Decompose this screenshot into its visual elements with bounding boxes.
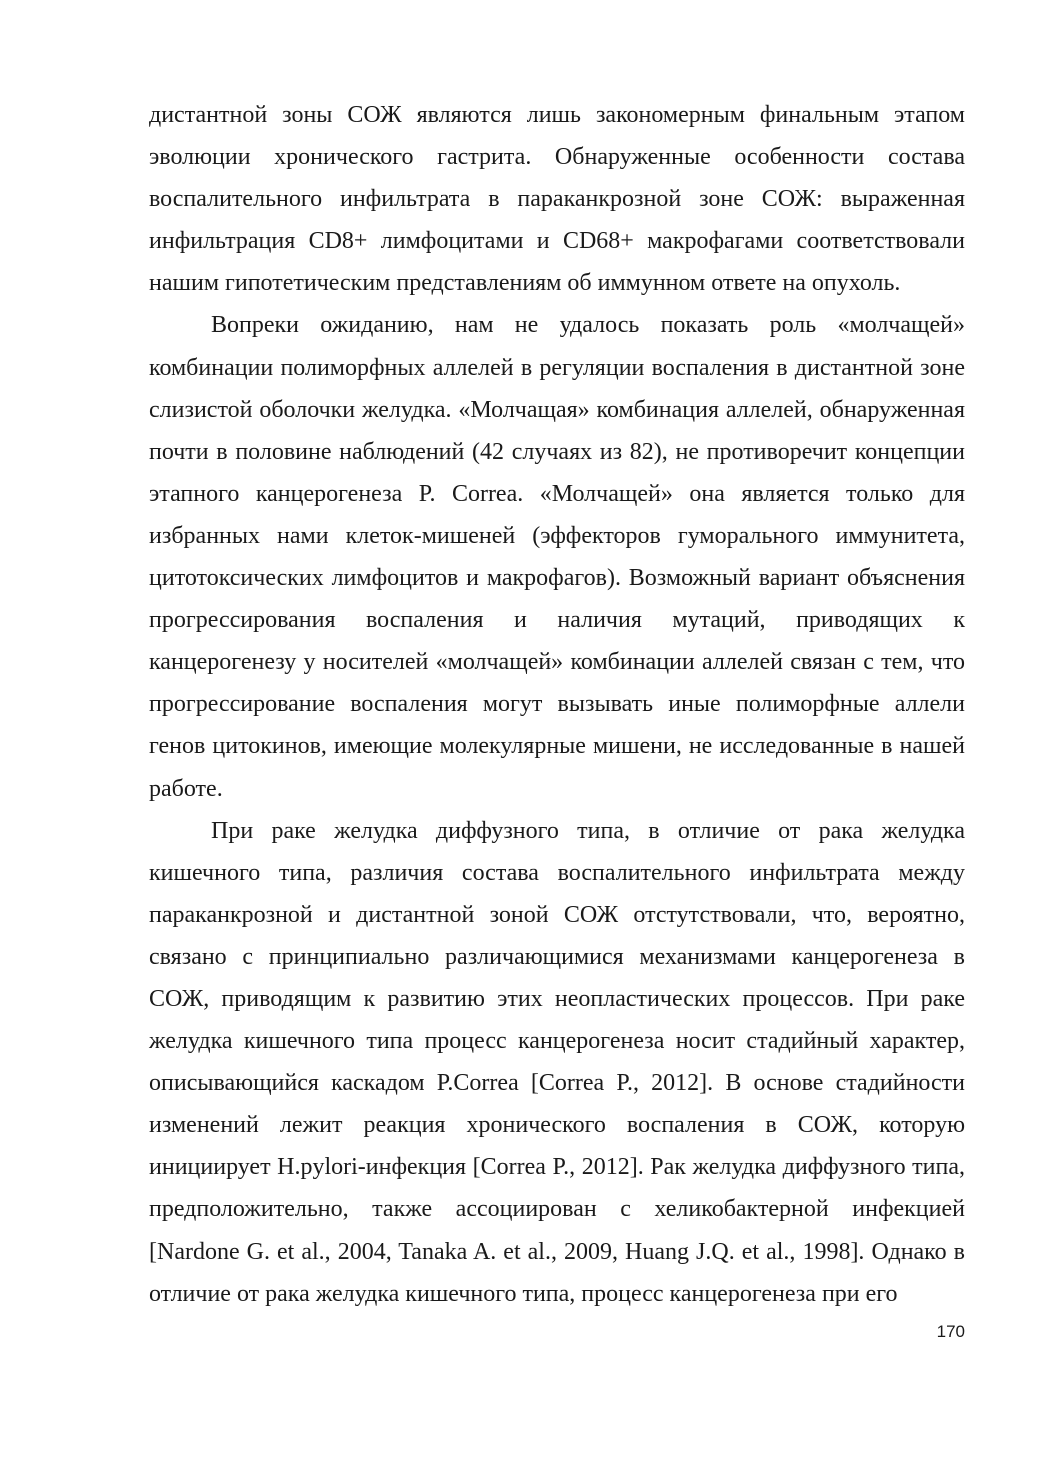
paragraph-continuation: дистантной зоны СОЖ являются лишь закономерным финальным этапом эволюции хронического гастрита. Обнаруженные особенности состава воспалительного инфильтрата в параканкрозной зоне СОЖ: выраженная инфильтрация CD8+ лимфоцитами и CD68+ макрофагами соответствовали нашим гипотетическим представлениям об иммунном ответе на опухоль. <box>149 102 965 297</box>
body-text <box>149 94 965 1315</box>
page-number: 170 <box>936 1322 965 1341</box>
paragraph-diffuse-cancer: При раке желудка диффузного типа, в отличие от рака желудка кишечного типа, различия состава воспалительного инфильтрата между параканкрозной и дистантной зоной СОЖ отстутствовали, что, вероятно, связано с принципиально различающимися механизмами канцерогенеза в СОЖ, приводящим к развитию этих неопластических процессов. При раке желудка кишечного типа процесс канцерогенеза носит стадийный характер, описывающийся каскадом P.Correa [Correa P., 2012]. В основе стадийности изменений лежит реакция хронического воспаления в СОЖ, которую инициирует H.pylori-инфекция [Correa P., 2012]. Рак желудка диффузного типа, предположительно, также ассоциирован с хеликобактерной инфекцией [Nardone G. et al., 2004, Tanaka A. et al., 2009, Huang J.Q. et al., 1998]. Однако в отличие от рака желудка кишечного типа, процесс канцерогенеза при его <box>149 817 965 1307</box>
paragraph-silent-alleles: Вопреки ожиданию, нам не удалось показать роль «молчащей» комбинации полиморфных аллелей в регуляции воспаления в дистантной зоне слизистой оболочки желудка. «Молчащая» комбинация аллелей, обнаруженная почти в половине наблюдений (42 случаях из 82), не противоречит концепции этапного канцерогенеза P. Correa. «Молчащей» она является только для избранных нами клеток-мишеней (эффекторов гуморального иммунитета, цитотоксических лимфоцитов и макрофагов). Возможный вариант объяснения прогрессирования воспаления и наличия мутаций, приводящих к канцерогенезу у носителей «молчащей» комбинации аллелей связан с тем, что прогрессирование воспаления могут вызывать иные полиморфные аллели генов цитокинов, имеющие молекулярные мишени, не исследованные в нашей работе. <box>149 312 965 802</box>
